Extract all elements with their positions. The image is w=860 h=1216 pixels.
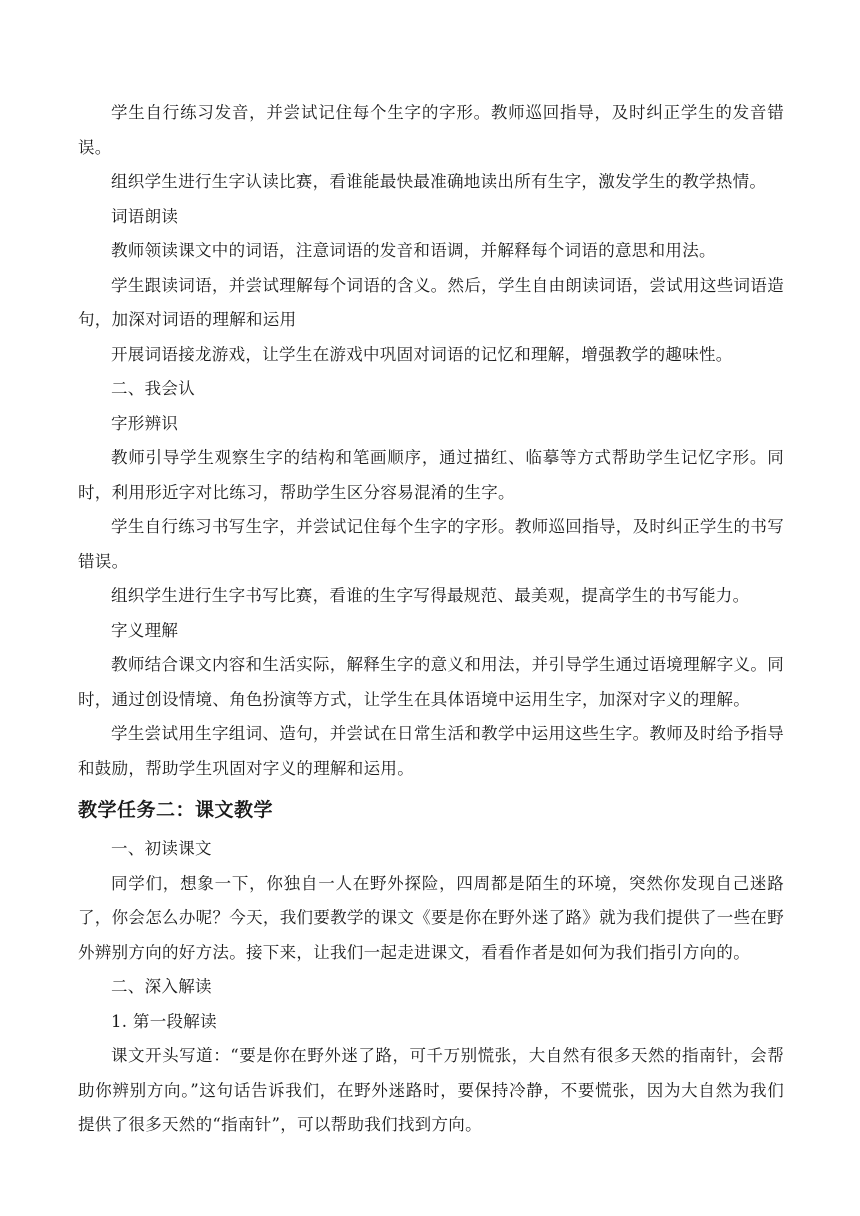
paragraph: 教师引导学生观察生字的结构和笔画顺序，通过描红、临摹等方式帮助学生记忆字形。同时，利用形近字对比练习，帮助学生区分容易混淆的生字。 <box>78 448 784 502</box>
subheading-glyph-recognition: 字形辨识 <box>111 413 179 433</box>
section-label-deep-reading: 二、深入解读 <box>111 977 212 996</box>
paragraph: 组织学生进行生字认读比赛，看谁能最快最准确地读出所有生字，激发学生的教学热情。 <box>111 172 767 191</box>
paragraph: 开展词语接龙游戏，让学生在游戏中巩固对词语的记忆和理解，增强教学的趣味性。 <box>111 344 733 364</box>
paragraph: 学生自行练习书写生字，并尝试记住每个生字的字形。教师巡回指导，及时纠正学生的书写错误。 <box>78 517 784 571</box>
document-page <box>78 96 784 1143</box>
numbered-subheading: 1. 第一段解读 <box>111 1011 217 1031</box>
paragraph: 教师结合课文内容和生活实际，解释生字的意义和用法，并引导学生通过语境理解字义。同时，通过创设情境、角色扮演等方式，让学生在具体语境中运用生字，加深对字义的理解。 <box>78 655 784 709</box>
section-label-recognition: 二、我会认 <box>111 379 195 398</box>
subheading-meaning: 字义理解 <box>111 620 179 640</box>
paragraph: 学生自行练习发音，并尝试记住每个生字的字形。教师巡回指导，及时纠正学生的发音错误。 <box>78 103 784 157</box>
paragraph: 学生尝试用生字组词、造句，并尝试在日常生活和教学中运用这些生字。教师及时给予指导和鼓励，帮助学生巩固对字义的理解和运用。 <box>78 724 784 778</box>
paragraph: 组织学生进行生字书写比赛，看谁的生字写得最规范、最美观，提高学生的书写能力。 <box>111 586 750 605</box>
subheading-word-reading: 词语朗读 <box>111 206 179 226</box>
section-label-first-reading: 一、初读课文 <box>111 839 212 858</box>
paragraph: 学生跟读词语，并尝试理解每个词语的含义。然后，学生自由朗读词语，尝试用这些词语造句，加深对词语的理解和运用 <box>78 275 784 329</box>
section-heading: 教学任务二：课文教学 <box>78 799 274 821</box>
paragraph: 教师领读课文中的词语，注意词语的发音和语调，并解释每个词语的意思和用法。 <box>111 241 716 260</box>
paragraph: 课文开头写道：“要是你在野外迷了路，可千万别慌张，大自然有很多天然的指南针，会帮助你辨别方向。”这句话告诉我们，在野外迷路时，要保持冷静，不要慌张，因为大自然为我们提供了很多天然的“指南针”，可以帮助我们找到方向。 <box>78 1046 784 1134</box>
paragraph: 同学们，想象一下，你独自一人在野外探险，四周都是陌生的环境，突然你发现自己迷路了，你会怎么办呢？今天，我们要教学的课文《要是你在野外迷了路》就为我们提供了一些在野外辨别方向的好方法。接下来，让我们一起走进课文，看看作者是如何为我们指引方向的。 <box>78 873 784 962</box>
